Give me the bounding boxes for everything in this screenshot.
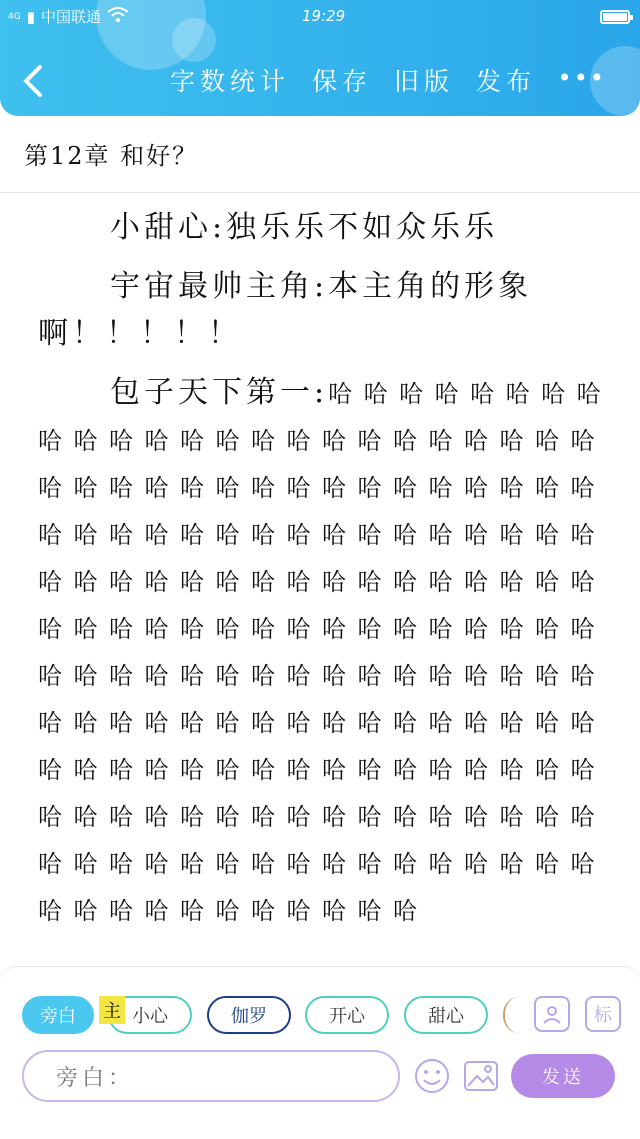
status-bar (0, 4, 640, 30)
toolbar (170, 62, 536, 98)
save-button[interactable]: 保存 (312, 67, 373, 96)
protagonist-badge[interactable]: 主 (99, 996, 125, 1024)
network-type: 4G (8, 11, 21, 22)
role-chip-tianxin[interactable]: 甜心 (404, 996, 488, 1034)
role-chip-kaixin[interactable]: 开心 (305, 996, 389, 1034)
role-chip-xiaoxin[interactable]: 小心 (108, 996, 192, 1034)
carrier-name: 中国联通 (40, 8, 101, 26)
tag-button[interactable]: 标 (585, 996, 621, 1032)
wifi-icon (107, 7, 129, 27)
smiley-icon (414, 1058, 450, 1094)
image-icon (463, 1058, 499, 1094)
publish-button[interactable]: 发布 (476, 67, 537, 96)
person-card-icon (541, 1003, 563, 1025)
word-count-button[interactable]: 字数统计 (170, 67, 291, 96)
chapter-title[interactable]: 第12章 和好？ (24, 142, 199, 170)
role-chip-narrator[interactable]: 旁白 (22, 996, 94, 1034)
back-button[interactable] (22, 64, 44, 98)
role-chip-jialuo[interactable]: 伽罗 (207, 996, 291, 1034)
dialogue-input[interactable]: 旁白： (22, 1050, 400, 1102)
speaker-label: 包子天下第一: (110, 375, 329, 410)
dialogue-text: 哈哈哈哈哈哈哈哈哈哈哈哈哈哈哈哈哈哈哈哈哈哈哈哈哈哈哈哈哈哈哈哈哈哈哈哈哈哈哈哈哈哈哈哈哈哈哈哈哈哈哈哈哈哈哈哈哈哈哈哈哈哈哈哈哈哈哈哈哈哈哈哈哈哈哈哈哈哈哈哈哈哈哈哈哈哈哈哈哈哈哈哈哈哈哈哈哈哈哈哈哈哈哈哈哈哈哈哈哈哈哈哈哈哈哈哈哈哈哈哈哈哈哈哈哈哈哈哈哈哈哈哈哈哈哈哈哈哈哈哈哈哈哈哈哈哈哈哈哈哈哈哈哈哈哈哈哈哈哈哈哈哈哈哈哈哈哈哈哈哈哈哈哈哈哈哈哈哈哈 (38, 380, 613, 925)
send-button[interactable]: 发送 (511, 1054, 615, 1098)
signal-icon: ▮ (26, 7, 35, 26)
chevron-left-icon (22, 64, 44, 98)
dialogue-line[interactable]: 小甜心:独乐乐不如众乐乐 (110, 210, 499, 245)
image-button[interactable] (463, 1058, 499, 1094)
dialogue-line[interactable]: 宇宙最帅主角:本主角的形象啊！！！！！ (38, 269, 533, 351)
divider (0, 192, 640, 193)
old-version-button[interactable]: 旧版 (394, 67, 455, 96)
more-button[interactable]: ••• (557, 64, 606, 92)
character-manage-button[interactable] (534, 996, 570, 1032)
clock: 19:29 (302, 7, 346, 25)
top-bar (0, 0, 640, 116)
emoji-button[interactable] (414, 1058, 450, 1094)
battery-icon (600, 10, 630, 24)
